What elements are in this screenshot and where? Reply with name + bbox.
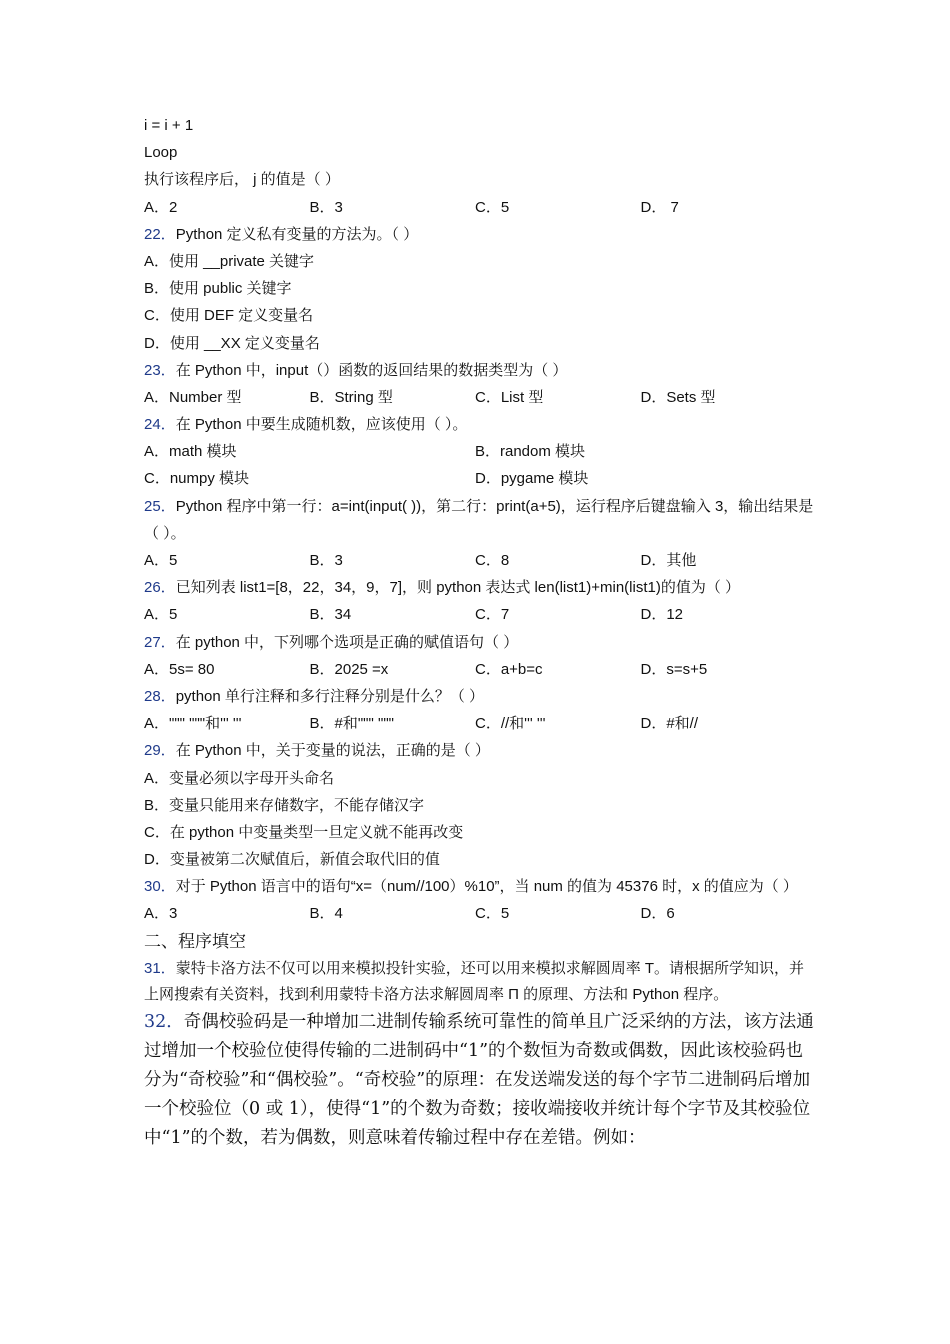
- option-d: D．使用 __XX 定义变量名: [144, 334, 320, 352]
- question-text: 蒙特卡洛方法不仅可以用来模拟投针实验，还可以用来模拟求解圆周率 T。请根据所学知识，并上网搜索有关资料，找到利用蒙特卡洛方法求解圆周率 Π 的原理、方法和 Python 程序。: [144, 959, 805, 1003]
- question-21-stem: 执行该程序后， j 的值是（ ）: [144, 171, 340, 189]
- option-a: A．5: [144, 552, 178, 570]
- option-c: C．5: [475, 198, 510, 216]
- question-text: 在 Python 中要生成随机数，应该使用（ ）。: [175, 416, 468, 434]
- question-26-options: [144, 601, 814, 628]
- question-text: 奇偶校验码是一种增加二进制传输系统可靠性的简单且广泛采纳的方法，该方法通过增加一个校验位使得传输的二进制码中“1”的个数恒为奇数或偶数，因此该校验码也分为“奇校验”和“偶校验”。“奇校验”的原理：在发送端发送的每个字节二进制码后增加一个校验位（0 或 1），使得“1”的个数为奇数；接收端接收并统计每个字节及其校验位中“1”的个数，若为偶数，则意味着传输过程中存在差错。例如：: [144, 1011, 814, 1149]
- question-number: 28．: [144, 687, 176, 705]
- option-a: A．""" """和''' ''': [144, 715, 242, 733]
- document-body: [144, 112, 814, 1154]
- option-a: A．Number 型: [144, 388, 242, 406]
- option-d: D．其他: [640, 552, 697, 570]
- question-number: 32．: [144, 1011, 184, 1032]
- question-number: 22．: [144, 225, 176, 243]
- question-30-stem: [144, 873, 814, 900]
- question-31: [144, 956, 814, 1008]
- option-a: A．使用 __private 关键字: [144, 252, 315, 270]
- question-22-stem: [144, 221, 814, 248]
- section-heading: 二、程序填空: [144, 931, 246, 952]
- option-c: C．8: [475, 552, 510, 570]
- question-number: 24．: [144, 416, 176, 434]
- option-c: C．numpy 模块: [144, 470, 250, 488]
- option-a: A．5: [144, 606, 178, 624]
- question-28-options: [144, 710, 814, 737]
- option-c: C．5: [475, 905, 510, 923]
- question-26-stem: [144, 574, 814, 601]
- question-number: 23．: [144, 361, 176, 379]
- code-line: Loop: [144, 144, 178, 162]
- option-b: B．4: [309, 905, 343, 923]
- option-c: C．List 型: [475, 388, 544, 406]
- question-27-stem: [144, 629, 814, 656]
- option-b: B．3: [309, 198, 343, 216]
- question-30-options: [144, 900, 814, 927]
- option-b: B．random 模块: [475, 443, 586, 461]
- option-a: A．变量必须以字母开头命名: [144, 769, 335, 787]
- option-a: A．5s= 80: [144, 660, 215, 678]
- question-text: 已知列表 list1=[8，22，34，9，7]，则 python 表达式 len(list1)+min(list1)的值为（ ）: [175, 579, 741, 597]
- question-29-stem: [144, 737, 814, 764]
- question-21-options: [144, 194, 814, 221]
- option-d: D．s=s+5: [640, 660, 708, 678]
- code-line: i = i + 1: [144, 117, 194, 134]
- option-c: C．使用 DEF 定义变量名: [144, 307, 314, 325]
- question-number: 30．: [144, 878, 176, 896]
- option-b: B．34: [309, 606, 352, 624]
- question-text: 在 python 中，下列哪个选项是正确的赋值语句（ ）: [175, 633, 519, 651]
- option-a: A．3: [144, 905, 178, 923]
- option-d: D． 7: [640, 198, 679, 216]
- question-text: 在 Python 中，input（）函数的返回结果的数据类型为（ ）: [175, 361, 568, 379]
- question-number: 25．: [144, 497, 176, 515]
- option-b: B．3: [309, 552, 343, 570]
- option-a: A．math 模块: [144, 443, 237, 461]
- option-b: B．String 型: [309, 388, 393, 406]
- option-b: B．#和""" """: [309, 715, 394, 733]
- question-32: [144, 1008, 814, 1154]
- option-d: D．Sets 型: [640, 388, 716, 406]
- question-28-stem: [144, 683, 814, 710]
- question-24-stem: [144, 411, 814, 438]
- option-d: D．6: [640, 905, 675, 923]
- question-24-options-row-2: [144, 465, 814, 492]
- question-number: 26．: [144, 579, 176, 597]
- question-25-stem: [144, 493, 814, 547]
- question-24-options-row-1: [144, 438, 814, 465]
- option-b: B．使用 public 关键字: [144, 280, 292, 298]
- option-b: B．2025 =x: [309, 660, 389, 678]
- question-number: 27．: [144, 633, 176, 651]
- question-text: 对于 Python 语言中的语句“x=（num//100）%10”，当 num 的值为 45376 时，x 的值应为（ ）: [175, 878, 798, 896]
- question-text: 在 Python 中，关于变量的说法，正确的是（ ）: [175, 742, 490, 760]
- question-27-options: [144, 656, 814, 683]
- question-number: 29．: [144, 742, 176, 760]
- question-25-options: [144, 547, 814, 574]
- option-d: D．变量被第二次赋值后，新值会取代旧的值: [144, 851, 440, 869]
- option-d: D．12: [640, 606, 684, 624]
- option-c: C．//和''' ''': [475, 715, 546, 733]
- option-d: D．#和//: [640, 715, 699, 733]
- option-b: B．变量只能用来存储数字，不能存储汉字: [144, 796, 425, 814]
- question-text: Python 定义私有变量的方法为。（ ）: [175, 225, 419, 243]
- option-a: A．2: [144, 198, 178, 216]
- question-number: 31．: [144, 959, 176, 977]
- option-c: C．在 python 中变量类型一旦定义就不能再改变: [144, 823, 464, 841]
- question-text: Python 程序中第一行：a=int(input( ))，第二行：print(a+5)，运行程序后键盘输入 3，输出结果是（ ）。: [144, 497, 814, 542]
- question-23-stem: [144, 357, 814, 384]
- option-c: C．7: [475, 606, 510, 624]
- option-d: D．pygame 模块: [475, 470, 589, 488]
- question-text: python 单行注释和多行注释分别是什么？（ ）: [175, 687, 485, 705]
- question-23-options: [144, 384, 814, 411]
- option-c: C．a+b=c: [475, 660, 543, 678]
